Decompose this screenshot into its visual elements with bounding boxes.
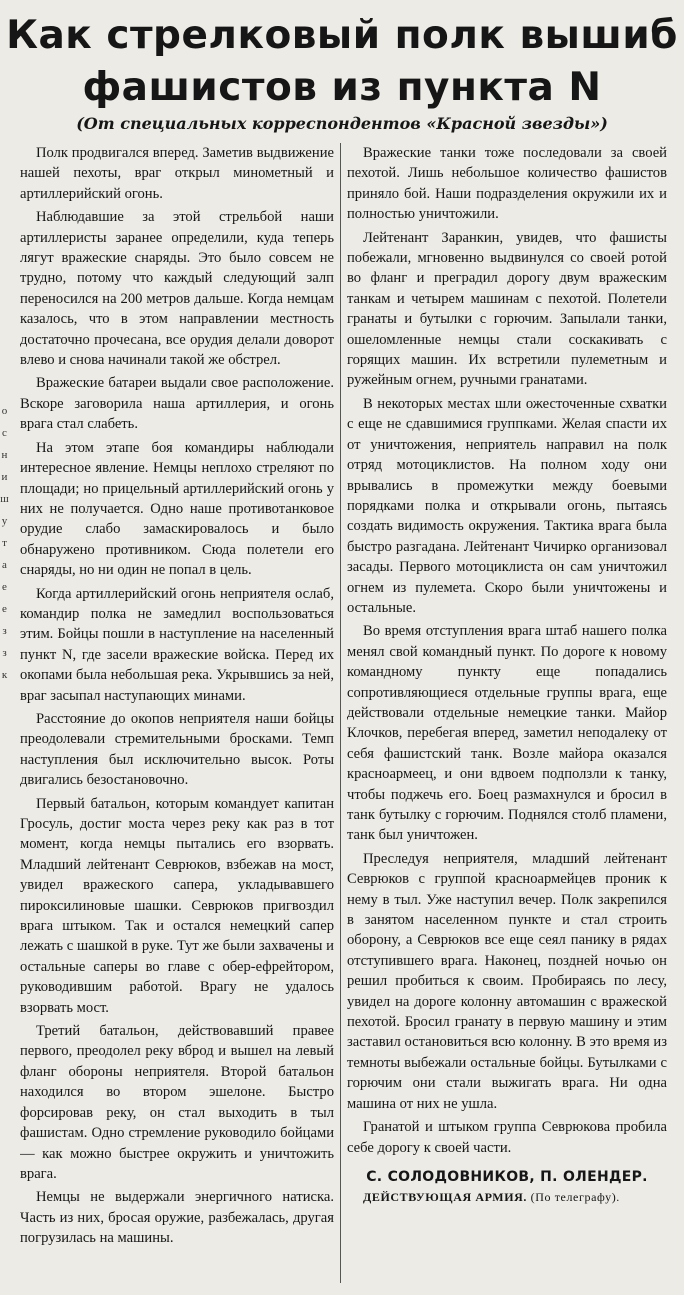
article-title: Как стрелковый полк вышиб фашистов из пункта N: [6, 13, 678, 110]
right-column: [347, 143, 667, 1283]
right-column-paragraphs: [347, 143, 667, 1158]
article-subtitle: (От специальных корреспондентов «Красной звезды»): [76, 114, 608, 133]
margin-letter: т: [2, 537, 7, 549]
dateline: [347, 1188, 667, 1206]
margin-letter: у: [1, 515, 8, 527]
column-divider: [340, 143, 341, 1283]
paragraph: На этом этапе боя командиры наблюдали интересное явление. Немцы неплохо стреляют по площади; но прицельный артиллерийский огонь у них не получается. Одно наше противотанковое орудие слабо замаскировалось и было обнаружено противником. Сюда полетели его снаряды, но ни один не попал в цель.: [20, 439, 334, 579]
paragraph: Вражеские батареи выдали свое расположение. Вскоре заговорила наша артиллерия, и огонь врага стал слабеть.: [20, 375, 334, 433]
author-signature: С. СОЛОДОВНИКОВ, П. ОЛЕНДЕР.: [366, 1168, 648, 1185]
paragraph: В некоторых местах шли ожесточенные схватки с еще не сдавшимися группками. Желая спасти их от уничтожения, неприятель направил на полк отряд мотоциклистов. На полном ходу они врывались в промежутки между боевыми порядками полка и открывали огонь, пытаясь создать видимость окружения. Тактика врага была быстро разгадана. Лейтенант Чичирко организовал засады. Первого мотоциклиста он сам уничтожил огнем из пулемета. Скоро были уничтожены и остальные.: [347, 395, 667, 616]
paragraph: Когда артиллерийский огонь неприятеля ослаб, командир полка не замедлил воспользоваться этим. Бойцы пошли в наступление на населенный пункт N, где засели вражеские войска. Перед их окопами была небольшая река. Укрывшись за ней, враг засыпал наступающих минами.: [20, 585, 334, 704]
margin-letter: е: [2, 603, 7, 615]
margin-letter: е: [2, 581, 7, 593]
paragraph: Немцы не выдержали энергичного натиска. Часть из них, бросая оружие, разбежалась, другая погрузилась на машины.: [20, 1189, 334, 1247]
paragraph: Вражеские танки тоже последовали за своей пехотой. Лишь небольшое количество фашистов приняло бой. Наши подразделения окружили их и полностью уничтожили.: [347, 145, 667, 223]
paragraph: Лейтенант Заранкин, увидев, что фашисты побежали, мгновенно выдвинулся со своей ротой во фланг и преградил дорогу двум вражеским танкам и четырем машинам с пехотой. Полетели гранаты и бутылки с горючим. Запылали танки, ошеломленные немцы стали соскакивать с горящих машин. Их встретили пулеметным и ружейным огнем, ручными гранатами.: [347, 229, 667, 389]
dateline-note: (По телеграфу).: [530, 1189, 620, 1204]
margin-letter: о: [1, 405, 8, 417]
cropped-margin-letters: [0, 400, 9, 686]
dateline-place: ДЕЙСТВУЮЩАЯ АРМИЯ.: [363, 1189, 528, 1204]
left-column: [20, 143, 334, 1283]
paragraph: Наблюдавшие за этой стрельбой наши артиллеристы заранее определили, куда теперь лягут вражеские снаряды. Это было совсем не трудно, потому что каждый следующий залп переносился на 200 метров дальше. Когда немцам казалось, что в этом направлении местность достаточно прочесана, все орудия делали доворот влево и снова начинали такой же обстрел.: [20, 209, 334, 369]
margin-letter: с: [2, 427, 7, 439]
margin-letter: з: [2, 625, 7, 637]
margin-letter: а: [2, 559, 7, 571]
paragraph: Третий батальон, действовавший правее первого, преодолел реку вброд и вышел на левый фланг обороны неприятеля. Второй батальон находился во втором эшелоне. Быстро форсировав реку, он стал выходить в тыл фашистам. Одно стремление руководило бойцами — как можно быстрее окружить и уничтожить врага.: [20, 1023, 334, 1182]
paragraph: Первый батальон, которым командует капитан Гросуль, достиг моста через реку как раз в тот момент, когда немцы пытались его взорвать. Младший лейтенант Севрюков, взбежав на мост, увидел вражеского сапера, укладывавшего пироксилиновые шашки. Севрюков пригвоздил врага штыком. Так и остался немецкий сапер лежать с шашкой в руке. Тут же были захвачены и остальные саперы во главе с обер-ефрейтором, руководившим работой. Врагу не удалось взорвать мост.: [20, 795, 334, 1016]
margin-letter: ш: [0, 493, 9, 505]
paragraph: Преследуя неприятеля, младший лейтенант Севрюков с группой красноармейцев проник к нему в тыл. Уже наступил вечер. Полк закрепился в занятом населенном пункте и стал строить оборону, а Севрюков все еще сеял панику в рядах отступившего врага. Наконец, поздней ночью он решил пробиться к своим. Пробираясь по лесу, увидел на дороге колонну автомашин с вражеской пехотой. Бросил гранату в первую машину и этим заставил остановиться всю колонну. В это время из темноты выбежали остальные бойцы. Бутылками с горючим они стали выжигать врага. Ни одна машина от них не ушла.: [347, 850, 667, 1112]
paragraph: Расстояние до окопов неприятеля наши бойцы преодолевали стремительными бросками. Темп наступления был исключительно высок. Роты двигались безостановочно.: [20, 710, 334, 789]
margin-letter: и: [1, 471, 8, 483]
margin-letter: н: [1, 449, 8, 461]
margin-letter: з: [2, 647, 7, 659]
paragraph: Гранатой и штыком группа Севрюкова пробила себе дорогу к своей части.: [347, 1119, 667, 1156]
paragraph: Во время отступления врага штаб нашего полка менял свой командный пункт. По дороге к новому командному пункту еще попадались сопротивляющиеся отдельные группы врага, еще действовали отдельные немецкие танки. Майор Клочков, перебегая вперед, заметил неподалеку от себя фашистский танк. Возле майора оказался красноармеец, и они вдвоем подползли к танку, чтобы поджечь его. Боец размахнулся и бросил в танк бутылку с горючим. Поднялся столб пламени, танк был уничтожен.: [347, 623, 667, 844]
margin-letter: к: [1, 669, 8, 681]
paragraph: Полк продвигался вперед. Заметив выдвижение нашей пехоты, враг открыл минометный и артиллерийский огонь.: [20, 145, 334, 202]
